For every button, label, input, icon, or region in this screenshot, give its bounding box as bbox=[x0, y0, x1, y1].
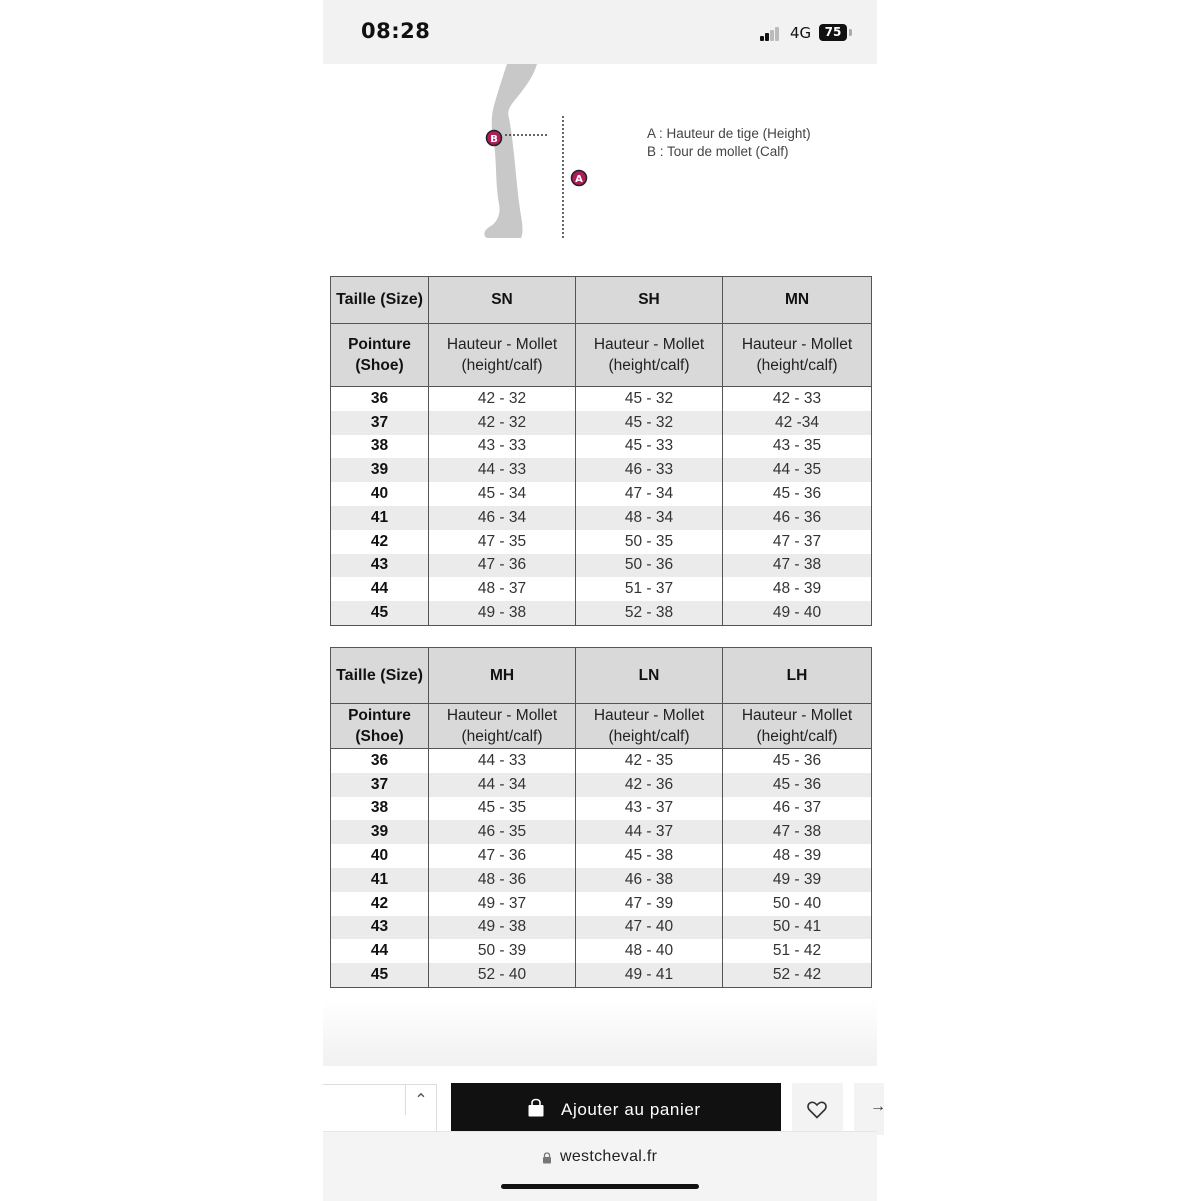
table-row bbox=[331, 554, 872, 578]
table-body bbox=[331, 749, 872, 988]
height-calf-cell: 46 - 34 bbox=[429, 506, 576, 530]
shoe-size-cell: 44 bbox=[331, 577, 429, 601]
table-row bbox=[331, 411, 872, 435]
legend-calf: B : Tour de mollet (Calf) bbox=[647, 144, 789, 159]
height-calf-cell: 48 - 37 bbox=[429, 577, 576, 601]
height-calf-cell: 45 - 32 bbox=[576, 387, 723, 411]
shoe-size-cell: 44 bbox=[331, 939, 429, 963]
height-calf-cell: 51 - 37 bbox=[576, 577, 723, 601]
height-calf-cell: 48 - 40 bbox=[576, 939, 723, 963]
header-model: MH bbox=[429, 648, 576, 704]
height-calf-cell: 50 - 35 bbox=[576, 530, 723, 554]
header-model: LN bbox=[576, 648, 723, 704]
height-calf-cell: 46 - 36 bbox=[723, 506, 872, 530]
table-header-row bbox=[331, 277, 872, 324]
height-calf-cell: 42 -34 bbox=[723, 411, 872, 435]
table-row bbox=[331, 939, 872, 963]
height-calf-cell: 44 - 37 bbox=[576, 820, 723, 844]
table-row bbox=[331, 506, 872, 530]
shoe-size-cell: 42 bbox=[331, 892, 429, 916]
height-calf-cell: 45 - 36 bbox=[723, 749, 872, 773]
shoe-size-cell: 40 bbox=[331, 844, 429, 868]
height-calf-cell: 43 - 33 bbox=[429, 435, 576, 459]
shoe-size-cell: 41 bbox=[331, 868, 429, 892]
table-row bbox=[331, 820, 872, 844]
header-model: LH bbox=[723, 648, 872, 704]
height-calf-cell: 46 - 37 bbox=[723, 797, 872, 821]
size-table bbox=[330, 647, 872, 988]
marker-a-label: A bbox=[575, 174, 583, 185]
quantity-input[interactable] bbox=[323, 1084, 437, 1136]
chevron-up-icon[interactable]: ⌃ bbox=[405, 1085, 436, 1115]
marker-b-label: B bbox=[490, 134, 498, 145]
clock: 08:28 bbox=[361, 19, 431, 43]
height-calf-cell: 45 - 38 bbox=[576, 844, 723, 868]
table-header-row bbox=[331, 648, 872, 704]
shoe-size-cell: 38 bbox=[331, 435, 429, 459]
height-calf-cell: 45 - 36 bbox=[723, 482, 872, 506]
header-shoe: Pointure (Shoe) bbox=[331, 704, 429, 749]
shoe-size-cell: 43 bbox=[331, 916, 429, 940]
lock-icon bbox=[542, 1152, 552, 1164]
height-calf-cell: 46 - 33 bbox=[576, 458, 723, 482]
diagram-legend bbox=[647, 125, 811, 161]
table-row bbox=[331, 797, 872, 821]
home-indicator[interactable] bbox=[501, 1184, 699, 1189]
header-model: SH bbox=[576, 277, 723, 324]
header-height-calf: Hauteur - Mollet (height/calf) bbox=[576, 324, 723, 387]
height-calf-cell: 44 - 33 bbox=[429, 458, 576, 482]
table-row bbox=[331, 577, 872, 601]
shoe-size-cell: 41 bbox=[331, 506, 429, 530]
height-calf-cell: 49 - 38 bbox=[429, 601, 576, 625]
height-calf-cell: 47 - 34 bbox=[576, 482, 723, 506]
browser-address-bar[interactable] bbox=[323, 1131, 877, 1201]
header-height-calf: Hauteur - Mollet (height/calf) bbox=[429, 324, 576, 387]
height-calf-cell: 49 - 40 bbox=[723, 601, 872, 625]
height-calf-cell: 45 - 36 bbox=[723, 773, 872, 797]
size-table bbox=[330, 276, 872, 626]
shoe-size-cell: 37 bbox=[331, 773, 429, 797]
add-to-cart-label: Ajouter au panier bbox=[561, 1100, 701, 1119]
header-size: Taille (Size) bbox=[331, 648, 429, 704]
height-calf-cell: 48 - 36 bbox=[429, 868, 576, 892]
table-row bbox=[331, 435, 872, 459]
height-calf-cell: 42 - 36 bbox=[576, 773, 723, 797]
table-row bbox=[331, 773, 872, 797]
table-subheader-row bbox=[331, 704, 872, 749]
height-calf-cell: 44 - 34 bbox=[429, 773, 576, 797]
table-row bbox=[331, 916, 872, 940]
height-calf-cell: 50 - 41 bbox=[723, 916, 872, 940]
height-calf-cell: 48 - 39 bbox=[723, 577, 872, 601]
height-calf-cell: 45 - 32 bbox=[576, 411, 723, 435]
height-calf-cell: 44 - 35 bbox=[723, 458, 872, 482]
url-text: westcheval.fr bbox=[560, 1148, 658, 1165]
height-calf-cell: 50 - 39 bbox=[429, 939, 576, 963]
table-row bbox=[331, 482, 872, 506]
shopping-bag-icon bbox=[527, 1099, 545, 1117]
height-calf-cell: 46 - 38 bbox=[576, 868, 723, 892]
header-height-calf: Hauteur - Mollet (height/calf) bbox=[576, 704, 723, 749]
height-calf-cell: 50 - 40 bbox=[723, 892, 872, 916]
header-height-calf: Hauteur - Mollet (height/calf) bbox=[723, 704, 872, 749]
shoe-size-cell: 45 bbox=[331, 963, 429, 987]
legend-height: A : Hauteur de tige (Height) bbox=[647, 126, 811, 141]
wishlist-button[interactable] bbox=[792, 1083, 843, 1135]
height-calf-cell: 47 - 39 bbox=[576, 892, 723, 916]
table-row bbox=[331, 892, 872, 916]
signal-icon bbox=[760, 27, 780, 41]
height-calf-cell: 46 - 35 bbox=[429, 820, 576, 844]
height-calf-cell: 47 - 36 bbox=[429, 554, 576, 578]
height-calf-cell: 52 - 38 bbox=[576, 601, 723, 625]
height-calf-cell: 45 - 33 bbox=[576, 435, 723, 459]
height-calf-cell: 50 - 36 bbox=[576, 554, 723, 578]
header-size: Taille (Size) bbox=[331, 277, 429, 324]
table-row bbox=[331, 868, 872, 892]
table-row bbox=[331, 963, 872, 987]
shoe-size-cell: 45 bbox=[331, 601, 429, 625]
height-calf-cell: 43 - 35 bbox=[723, 435, 872, 459]
table-subheader-row bbox=[331, 324, 872, 387]
heart-icon bbox=[807, 1101, 827, 1119]
table-row bbox=[331, 458, 872, 482]
table-row bbox=[331, 601, 872, 625]
height-calf-cell: 49 - 38 bbox=[429, 916, 576, 940]
battery-icon: 75 bbox=[819, 24, 847, 41]
header-model: MN bbox=[723, 277, 872, 324]
table-row bbox=[331, 749, 872, 773]
add-to-cart-button[interactable] bbox=[451, 1083, 781, 1135]
header-height-calf: Hauteur - Mollet (height/calf) bbox=[723, 324, 872, 387]
shoe-size-cell: 36 bbox=[331, 749, 429, 773]
shoe-size-cell: 38 bbox=[331, 797, 429, 821]
height-calf-cell: 49 - 41 bbox=[576, 963, 723, 987]
height-calf-cell: 42 - 32 bbox=[429, 411, 576, 435]
shoe-size-cell: 43 bbox=[331, 554, 429, 578]
leg-silhouette bbox=[484, 64, 537, 238]
height-calf-cell: 52 - 40 bbox=[429, 963, 576, 987]
product-action-bar bbox=[323, 1066, 886, 1131]
height-calf-cell: 48 - 39 bbox=[723, 844, 872, 868]
status-bar bbox=[323, 0, 877, 64]
height-calf-cell: 47 - 37 bbox=[723, 530, 872, 554]
table-row bbox=[331, 387, 872, 411]
share-button[interactable] bbox=[854, 1083, 884, 1135]
height-calf-cell: 47 - 35 bbox=[429, 530, 576, 554]
table-row bbox=[331, 844, 872, 868]
shoe-size-cell: 40 bbox=[331, 482, 429, 506]
phone-screen bbox=[323, 0, 886, 1200]
height-calf-cell: 45 - 35 bbox=[429, 797, 576, 821]
shoe-size-cell: 37 bbox=[331, 411, 429, 435]
height-calf-cell: 45 - 34 bbox=[429, 482, 576, 506]
header-shoe: Pointure (Shoe) bbox=[331, 324, 429, 387]
height-calf-cell: 44 - 33 bbox=[429, 749, 576, 773]
height-calf-cell: 43 - 37 bbox=[576, 797, 723, 821]
share-icon: → bbox=[870, 1098, 886, 1115]
shoe-size-cell: 39 bbox=[331, 820, 429, 844]
height-calf-cell: 47 - 38 bbox=[723, 820, 872, 844]
height-calf-cell: 42 - 35 bbox=[576, 749, 723, 773]
height-calf-cell: 47 - 36 bbox=[429, 844, 576, 868]
table-body bbox=[331, 387, 872, 626]
shoe-size-cell: 39 bbox=[331, 458, 429, 482]
height-calf-cell: 51 - 42 bbox=[723, 939, 872, 963]
height-calf-cell: 49 - 39 bbox=[723, 868, 872, 892]
header-model: SN bbox=[429, 277, 576, 324]
height-calf-cell: 42 - 32 bbox=[429, 387, 576, 411]
header-height-calf: Hauteur - Mollet (height/calf) bbox=[429, 704, 576, 749]
shoe-size-cell: 42 bbox=[331, 530, 429, 554]
battery-tip bbox=[849, 29, 852, 36]
height-calf-cell: 49 - 37 bbox=[429, 892, 576, 916]
height-calf-cell: 52 - 42 bbox=[723, 963, 872, 987]
height-calf-cell: 42 - 33 bbox=[723, 387, 872, 411]
network-type: 4G bbox=[790, 24, 812, 42]
height-calf-cell: 47 - 38 bbox=[723, 554, 872, 578]
height-calf-cell: 47 - 40 bbox=[576, 916, 723, 940]
content-fade bbox=[323, 1000, 877, 1066]
shoe-size-cell: 36 bbox=[331, 387, 429, 411]
leg-measurement-diagram bbox=[473, 64, 613, 244]
table-row bbox=[331, 530, 872, 554]
height-calf-cell: 48 - 34 bbox=[576, 506, 723, 530]
